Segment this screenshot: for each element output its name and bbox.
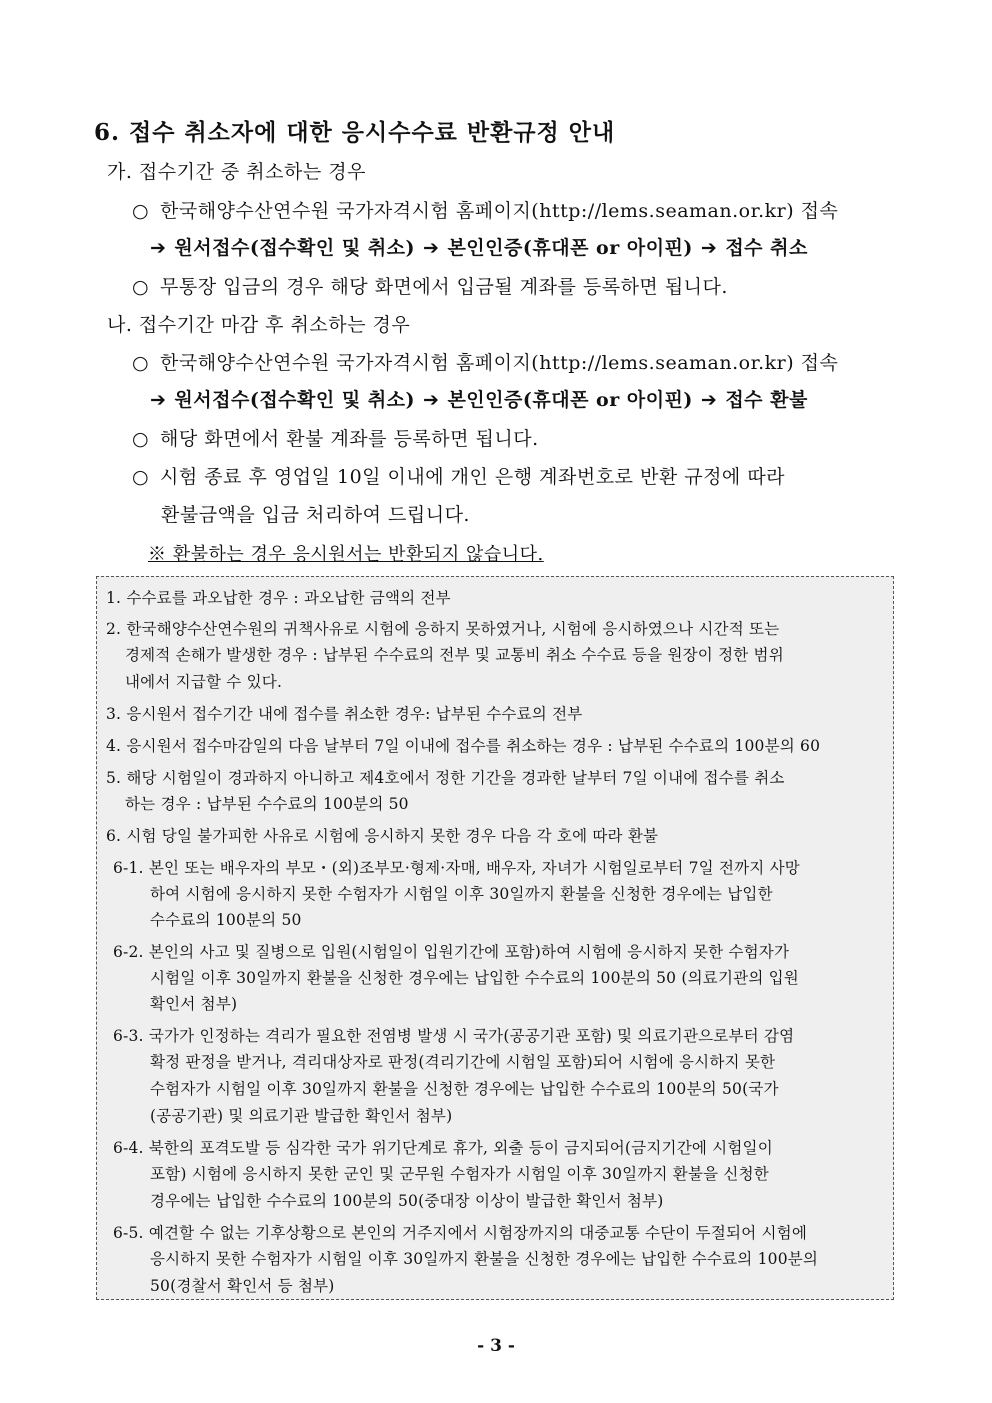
arrow-steps-b	[150, 385, 808, 412]
rule-6-2-cont: 확인서 첨부)	[150, 995, 238, 1013]
rule-6-3-cont: 수험자가 시험일 이후 30일까지 환불을 신청한 경우에는 납입한 수수료의 100분의 50(국가	[150, 1080, 779, 1098]
step-label: 접수 환불	[725, 389, 808, 411]
bullet-item	[132, 348, 838, 375]
section-title: 6. 접수 취소자에 대한 응시수수료 반환규정 안내	[94, 119, 616, 146]
rule-6-2: 6-2. 본인의 사고 및 질병으로 입원(시험일이 입원기간에 포함)하여 시험에 응시하지 못한 수험자가	[113, 943, 790, 961]
subsection-heading-b: 나. 접수기간 마감 후 취소하는 경우	[107, 314, 411, 336]
step-label: 원서접수(접수확인 및 취소)	[174, 389, 416, 411]
page-number: - 3 -	[477, 1336, 515, 1356]
rule-6-4: 6-4. 북한의 포격도발 등 심각한 국가 위기단계로 휴가, 외출 등이 금지되어(금지기간에 시험일이	[113, 1139, 773, 1157]
arrow-right-icon: ➔	[423, 389, 440, 411]
bullet-text-continued: 환불금액을 입금 처리하여 드립니다.	[161, 504, 470, 526]
rule-6-4-cont: 포함) 시험에 응시하지 못한 군인 및 군무원 수험자가 시험일 이후 30일까지 환불을 신청한	[150, 1165, 769, 1183]
rule-5: 5. 해당 시험일이 경과하지 아니하고 제4호에서 정한 기간을 경과한 날부터 7일 이내에 접수를 취소	[106, 769, 785, 787]
rule-6-3: 6-3. 국가가 인정하는 격리가 필요한 전염병 발생 시 국가(공공기관 포함) 및 의료기관으로부터 감염	[113, 1027, 795, 1045]
arrow-right-icon: ➔	[150, 389, 167, 411]
bullet-text: 해당 화면에서 환불 계좌를 등록하면 됩니다.	[160, 428, 539, 450]
step-label: 본인인증(휴대폰 or 아이핀)	[447, 237, 693, 259]
refund-notice: ※ 환불하는 경우 응시원서는 반환되지 않습니다.	[148, 544, 544, 565]
bullet-mark: ○	[132, 428, 150, 450]
rule-6-1-cont: 하여 시험에 응시하지 못한 수험자가 시험일 이후 30일까지 환불을 신청한 경우에는 납입한	[150, 885, 773, 903]
bullet-text: 한국해양수산연수원 국가자격시험 홈페이지(http://lems.seaman.or.kr) 접속	[160, 352, 839, 374]
rule-3: 3. 응시원서 접수기간 내에 접수를 취소한 경우: 납부된 수수료의 전부	[106, 705, 583, 723]
bullet-mark: ○	[132, 466, 150, 488]
rule-2-cont: 내에서 지급할 수 있다.	[125, 673, 283, 691]
rule-6-1-cont: 수수료의 100분의 50	[150, 911, 302, 929]
bullet-text: 무통장 입금의 경우 해당 화면에서 입금될 계좌를 등록하면 됩니다.	[160, 276, 728, 298]
rule-1: 1. 수수료를 과오납한 경우 : 과오납한 금액의 전부	[106, 589, 451, 607]
bullet-mark: ○	[132, 352, 150, 374]
bullet-item	[132, 196, 838, 223]
bullet-mark: ○	[132, 200, 150, 222]
rule-4: 4. 응시원서 접수마감일의 다음 날부터 7일 이내에 접수를 취소하는 경우 : 납부된 수수료의 100분의 60	[106, 737, 821, 755]
bullet-item	[132, 462, 785, 489]
rule-5-cont: 하는 경우 : 납부된 수수료의 100분의 50	[125, 795, 409, 813]
step-label: 원서접수(접수확인 및 취소)	[174, 237, 416, 259]
bullet-mark: ○	[132, 276, 150, 298]
arrow-steps-a	[150, 233, 808, 260]
rule-6-4-cont: 경우에는 납입한 수수료의 100분의 50(중대장 이상이 발급한 확인서 첨부)	[150, 1192, 664, 1210]
step-label: 본인인증(휴대폰 or 아이핀)	[447, 389, 693, 411]
arrow-right-icon: ➔	[150, 237, 167, 259]
subsection-heading-a: 가. 접수기간 중 취소하는 경우	[107, 161, 366, 183]
arrow-right-icon: ➔	[700, 389, 718, 411]
rule-6-3-cont: (공공기관) 및 의료기관 발급한 확인서 첨부)	[150, 1107, 453, 1125]
bullet-item	[132, 272, 728, 299]
bullet-text: 시험 종료 후 영업일 10일 이내에 개인 은행 계좌번호로 반환 규정에 따라	[160, 466, 786, 488]
rule-6: 6. 시험 당일 불가피한 사유로 시험에 응시하지 못한 경우 다음 각 호에 따라 환불	[106, 827, 659, 845]
rule-6-3-cont: 확정 판정을 받거나, 격리대상자로 판정(격리기간에 시험일 포함)되어 시험에 응시하지 못한	[150, 1053, 776, 1071]
rule-6-2-cont: 시험일 이후 30일까지 환불을 신청한 경우에는 납입한 수수료의 100분의 50 (의료기관의 입원	[150, 969, 799, 987]
rule-6-5-cont: 응시하지 못한 수험자가 시험일 이후 30일까지 환불을 신청한 경우에는 납입한 수수료의 100분의	[150, 1250, 819, 1268]
rule-2-cont: 경제적 손해가 발생한 경우 : 납부된 수수료의 전부 및 교통비 취소 수수료 등을 원장이 정한 범위	[125, 646, 784, 664]
rule-6-5-cont: 50(경찰서 확인서 등 첨부)	[150, 1277, 335, 1295]
rule-6-5: 6-5. 예견할 수 없는 기후상황으로 본인의 거주지에서 시험장까지의 대중교통 수단이 두절되어 시험에	[113, 1224, 808, 1242]
bullet-text: 한국해양수산연수원 국가자격시험 홈페이지(http://lems.seaman.or.kr) 접속	[160, 200, 839, 222]
rule-6-1: 6-1. 본인 또는 배우자의 부모・(외)조부모·형제·자매, 배우자, 자녀가 시험일로부터 7일 전까지 사망	[113, 859, 800, 877]
arrow-right-icon: ➔	[423, 237, 440, 259]
step-label: 접수 취소	[725, 237, 808, 259]
bullet-item	[132, 424, 539, 451]
arrow-right-icon: ➔	[700, 237, 718, 259]
rule-2: 2. 한국해양수산연수원의 귀책사유로 시험에 응하지 못하였거나, 시험에 응시하였으나 시간적 또는	[106, 620, 780, 638]
